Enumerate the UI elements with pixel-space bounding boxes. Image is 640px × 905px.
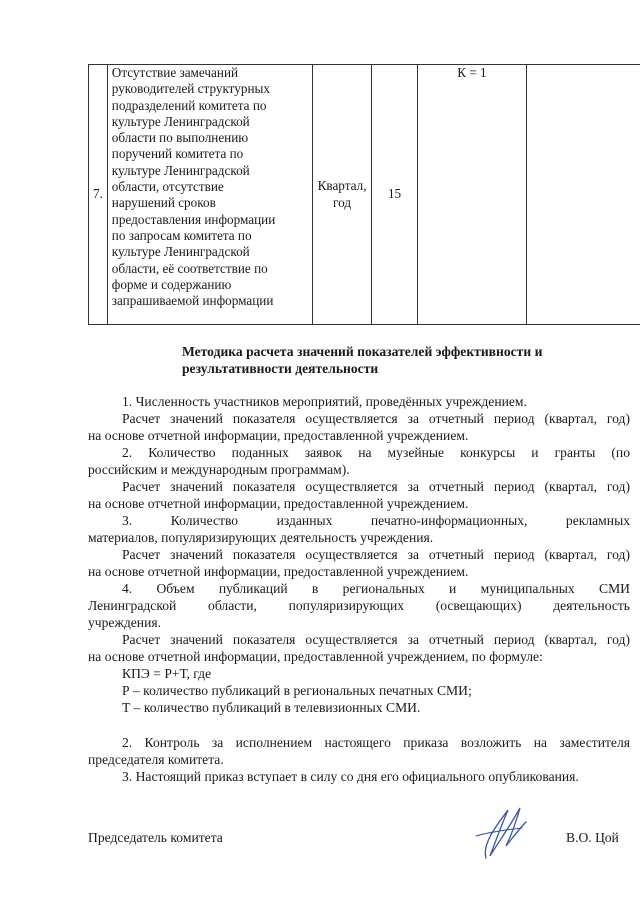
row-number: 7. bbox=[89, 65, 108, 325]
handwritten-signature bbox=[456, 800, 536, 866]
indicator-description-line: поручений комитета по bbox=[111, 146, 244, 162]
paragraph-line: на основе отчетной информации, предоставленной учреждением. bbox=[88, 564, 469, 579]
paragraph-line: на основе отчетной информации, предоставленной учреждением, по формуле: bbox=[88, 649, 543, 664]
indicator-description-line: подразделений комитета по bbox=[111, 97, 267, 113]
indicator-description-line: Отсутствие замечаний bbox=[111, 65, 239, 80]
indicator-description-line: области по выполнению bbox=[111, 130, 249, 146]
paragraph-line: Ленинградской области, популяризирующих (освещающих) деятельность bbox=[88, 598, 630, 613]
period-cell bbox=[313, 65, 372, 325]
paragraph-line: Расчет значений показателя осуществляется за отчетный период (квартал, год) bbox=[122, 547, 630, 562]
paragraph-line: 1. Численность участников мероприятий, проведённых учреждением. bbox=[122, 394, 527, 409]
paragraph-line: 2. Контроль за исполнением настоящего приказа возложить на заместителя bbox=[122, 735, 630, 750]
indicator-description-line: области, отсутствие bbox=[111, 179, 224, 195]
period-line-1: Квартал, bbox=[317, 178, 367, 194]
indicator-description-line: форме и содержанию bbox=[111, 276, 232, 292]
paragraph-line: 3. Настоящий приказ вступает в силу со дня его официального опубликования. bbox=[122, 769, 579, 784]
formula-cell: К = 1 bbox=[418, 65, 527, 325]
indicator-description-line: руководителей структурных bbox=[111, 81, 270, 97]
paragraph-line: на основе отчетной информации, предоставленной учреждением. bbox=[88, 428, 469, 443]
indicator-description-line: культуре Ленинградской bbox=[111, 244, 250, 260]
methodology-title-line-2: результативности деятельности bbox=[182, 361, 379, 376]
paragraph-line: российским и международным программам). bbox=[88, 462, 350, 477]
paragraph-line: Р – количество публикаций в региональных печатных СМИ; bbox=[122, 683, 472, 698]
methodology-title-line-1: Методика расчета значений показателей эффективности и bbox=[182, 344, 543, 359]
indicator-description-line: культуре Ленинградской bbox=[111, 162, 250, 178]
table-row bbox=[89, 65, 640, 325]
indicator-description-line: культуре Ленинградской bbox=[111, 113, 250, 129]
indicator-description bbox=[107, 65, 312, 325]
paragraph-line: Расчет значений показателя осуществляется за отчетный период (квартал, год) bbox=[122, 411, 630, 426]
indicator-description-line: предоставления информации bbox=[111, 211, 276, 227]
paragraph-line: Расчет значений показателя осуществляется за отчетный период (квартал, год) bbox=[122, 479, 630, 494]
paragraph-line: материалов, популяризирующих деятельность учреждения. bbox=[88, 530, 434, 545]
signatory-title: Председатель комитета bbox=[88, 830, 223, 845]
indicator-description-line: нарушений сроков bbox=[111, 195, 216, 211]
signatory-name: В.О. Цой bbox=[566, 830, 619, 845]
paragraph-line: 3. Количество изданных печатно-информационных, рекламных bbox=[122, 513, 630, 528]
indicator-description-line: области, её соответствие по bbox=[111, 260, 268, 276]
methodology-title bbox=[182, 343, 602, 377]
paragraph-line: 2. Количество поданных заявок на музейные конкурсы и гранты (по bbox=[122, 445, 630, 460]
period-line-2: год bbox=[333, 194, 352, 210]
paragraph-line: председателя комитета. bbox=[88, 752, 224, 767]
paragraph-line: учреждения. bbox=[88, 615, 162, 630]
empty-cell bbox=[526, 65, 640, 325]
formula-line: КПЭ = Р+Т, где bbox=[122, 666, 212, 681]
paragraph-line: 4. Объем публикаций в региональных и муниципальных СМИ bbox=[122, 581, 630, 596]
paragraph-line: Т – количество публикаций в телевизионных СМИ. bbox=[122, 700, 421, 715]
indicator-description-line: запрашиваемой информации bbox=[111, 293, 274, 309]
indicator-table bbox=[88, 64, 640, 325]
paragraph-line: на основе отчетной информации, предоставленной учреждением. bbox=[88, 496, 469, 511]
indicator-description-line: по запросам комитета по bbox=[111, 227, 252, 243]
score-cell: 15 bbox=[371, 65, 417, 325]
paragraph-line: Расчет значений показателя осуществляется за отчетный период (квартал, год) bbox=[122, 632, 630, 647]
